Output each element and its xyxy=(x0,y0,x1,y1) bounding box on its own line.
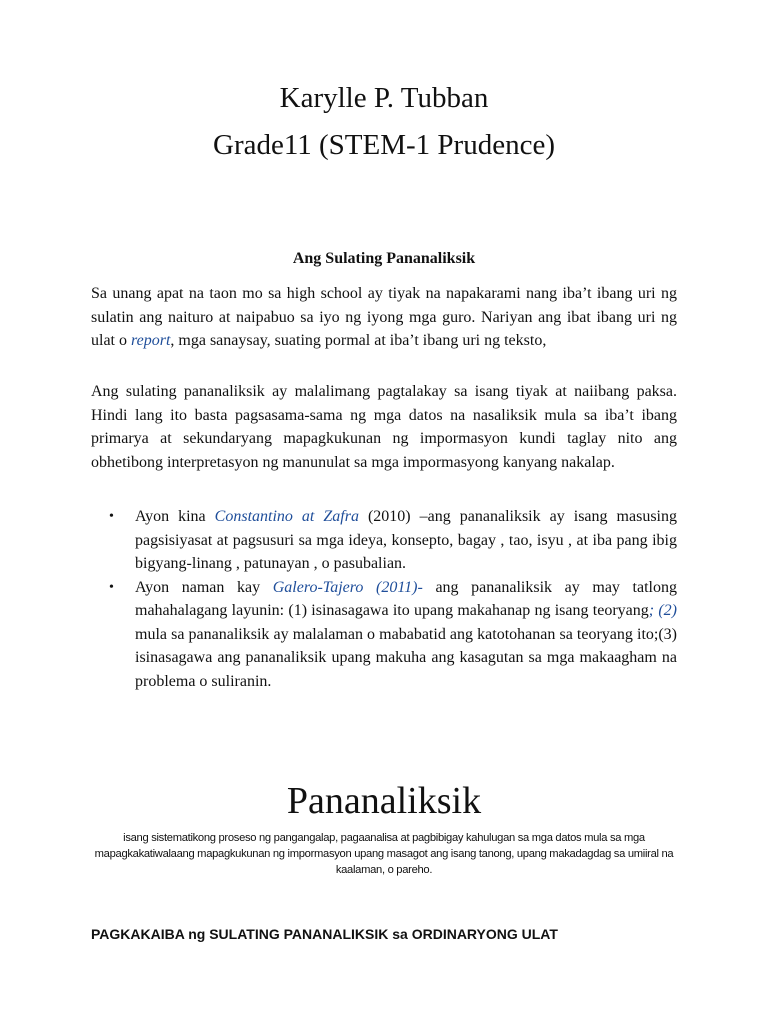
intro-paragraph xyxy=(91,282,677,353)
citation-list xyxy=(91,505,677,693)
pananaliksik-definition: isang sistematikong proseso ng pangangalap, pagaanalisa at pagbibigay kahulugan sa mga datos mula sa mga mapagkakatiwalaang mapagkukunan ng impormasyon upang masagot ang isang tanong, upang makadagdag sa umiiral na kaalaman, o pareho. xyxy=(94,832,674,876)
bullet-author-italic: Galero-Tajero (2011)- xyxy=(272,578,423,596)
bullet-marker: • xyxy=(109,509,114,524)
comparison-heading: PAGKAKAIBA ng SULATING PANANALIKSIK sa ORDINARYONG ULAT xyxy=(91,926,558,942)
bullet-italic-marker: ; (2) xyxy=(648,602,678,619)
list-item-constantino xyxy=(91,505,677,576)
bullet-author-italic: Constantino at Zafra xyxy=(214,508,359,525)
list-item-galero xyxy=(91,576,677,694)
pananaliksik-title: Pananaliksik xyxy=(286,780,482,822)
section-title: Ang Sulating Pananaliksik xyxy=(292,250,476,267)
grade-section: Grade11 (STEM-1 Prudence) xyxy=(213,129,555,161)
bullet-tail: mula sa pananaliksik ay malalaman o mababatid ang katotohanan sa teoryang ito;(3) isinasagawa ang pananaliksik upang makuha ang kasagutan sa mga makaagham na problema o suliranin. xyxy=(135,625,677,690)
author-name: Karylle P. Tubban xyxy=(279,82,489,114)
bullet-body: (2010) –ang pananaliksik ay isang masusing pagsisiyasat at pagsusuri sa mga ideya, konsepto, bagay , tao, isyu , at iba pang ibig bigyang-linang , patunayan , o pasubalian. xyxy=(135,508,677,572)
bullet-body: ang pananaliksik ay may tatlong mahahalagang layunin: (1) isinasagawa ito upang makahanap ng isang teoryang xyxy=(135,578,677,619)
intro-text-start: Sa unang apat na taon mo sa high school ay tiyak na napakarami nang iba’t ibang uri ng sulatin ang naituro at naipabuo sa iyo ng iyong mga guro. Nariyan ang ibat ibang uri ng ulat o xyxy=(91,285,677,349)
bullet-lead: Ayon kina xyxy=(135,508,215,525)
bullet-lead: Ayon naman kay xyxy=(135,578,273,596)
definition-paragraph: Ang sulating pananaliksik ay malalimang pagtalakay sa isang tiyak at naiibang paksa. Hindi lang ito basta pagsasama-sama ng mga datos na nasaliksik mula sa iba’t ibang primarya at sekundaryang mapagkukunan ng impormasyon kundi taglay nito ang obhetibong interpretasyon ng manunulat sa mga impormasyong kanyang nakalap. xyxy=(91,383,677,471)
bullet-marker: • xyxy=(109,579,114,595)
intro-italic-report: report xyxy=(131,332,171,349)
intro-text-end: , mga sanaysay, suating pormal at iba’t ibang uri ng teksto, xyxy=(170,332,547,349)
